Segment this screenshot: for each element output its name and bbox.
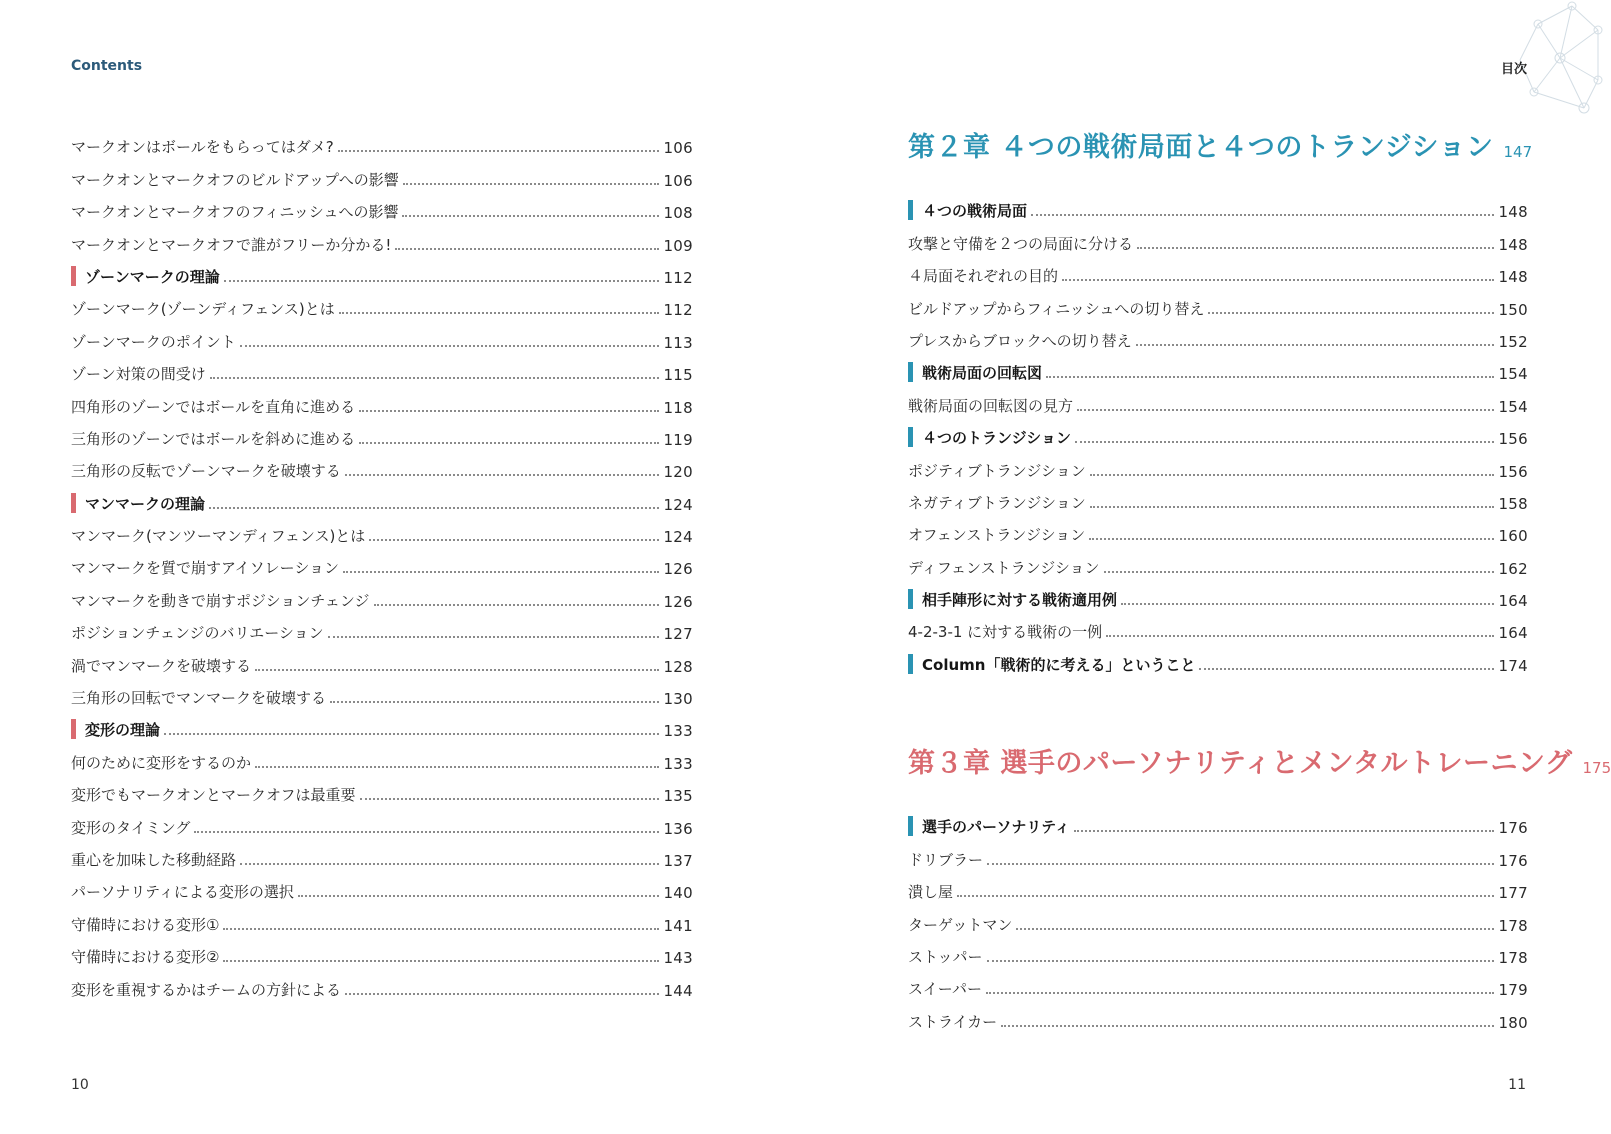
entry-title: ポジティブトランジション bbox=[908, 461, 1086, 480]
entry-title: 三角形のゾーンではボールを斜めに進める bbox=[71, 429, 356, 448]
dot-leader bbox=[987, 863, 1494, 865]
chapter-3-heading[interactable] bbox=[908, 741, 1611, 780]
entry-page: 126 bbox=[663, 592, 693, 611]
dot-leader bbox=[1090, 474, 1495, 476]
toc-section-heading[interactable] bbox=[908, 642, 1528, 674]
entry-title: マンマークを質で崩すアイソレーション bbox=[71, 559, 340, 578]
dot-leader bbox=[360, 798, 660, 800]
dot-leader bbox=[374, 604, 660, 606]
toc-entry[interactable] bbox=[71, 546, 693, 578]
dot-leader bbox=[1062, 279, 1494, 281]
entry-title: ネガティブトランジション bbox=[908, 493, 1086, 512]
entry-title: ドリブラー bbox=[908, 850, 984, 869]
section-title: Column「戦術的に考える」ということ bbox=[908, 654, 1195, 675]
entry-page: 133 bbox=[663, 754, 693, 773]
dot-leader bbox=[194, 831, 659, 833]
entry-title: オフェンストランジション bbox=[908, 526, 1086, 545]
dot-leader bbox=[1046, 376, 1494, 378]
dot-leader bbox=[255, 766, 659, 768]
section-title: 変形の理論 bbox=[71, 719, 160, 740]
toc-section-heading[interactable] bbox=[908, 189, 1528, 221]
toc-entry[interactable] bbox=[908, 254, 1528, 286]
toc-entry[interactable] bbox=[908, 513, 1528, 545]
section-title: ４つの戦術局面 bbox=[908, 200, 1027, 221]
entry-title: マークオンとマークオフのビルドアップへの影響 bbox=[71, 170, 399, 189]
entry-page: 127 bbox=[663, 625, 693, 644]
page-number-right: 11 bbox=[1508, 1077, 1526, 1093]
entry-page: 118 bbox=[663, 398, 693, 417]
toc-entry[interactable] bbox=[908, 221, 1528, 253]
dot-leader bbox=[1199, 668, 1494, 670]
dot-leader bbox=[1077, 409, 1494, 411]
running-head-contents: Contents bbox=[71, 58, 143, 74]
toc-entry[interactable] bbox=[908, 286, 1528, 318]
section-title: 選手のパーソナリティ bbox=[908, 816, 1070, 837]
toc-entry[interactable] bbox=[908, 383, 1528, 415]
entry-page: 148 bbox=[1498, 203, 1528, 222]
entry-title: 三角形の回転でマンマークを破壊する bbox=[71, 689, 327, 708]
dot-leader bbox=[1121, 603, 1494, 605]
entry-title: 重心を加味した移動経路 bbox=[71, 850, 237, 869]
toc-entry[interactable] bbox=[908, 610, 1528, 642]
running-head-mokuji: 目次 bbox=[1500, 62, 1527, 77]
toc-entry[interactable] bbox=[71, 578, 693, 610]
entry-page: 156 bbox=[1498, 430, 1528, 449]
left-page bbox=[0, 0, 800, 1134]
toc-entry[interactable] bbox=[71, 740, 693, 772]
entry-page: 124 bbox=[663, 528, 693, 547]
toc-entry[interactable] bbox=[71, 384, 693, 416]
entry-title: 変形でもマークオンとマークオフは最重要 bbox=[71, 786, 356, 805]
dot-leader bbox=[330, 701, 659, 703]
dot-leader bbox=[402, 215, 659, 217]
entry-title: ゾーン対策の間受け bbox=[71, 365, 206, 384]
toc-entry[interactable] bbox=[908, 319, 1528, 351]
dot-leader bbox=[298, 895, 660, 897]
entry-page: 133 bbox=[663, 722, 693, 741]
entry-page: 108 bbox=[663, 204, 693, 223]
entry-title: 4-2-3-1 に対する戦術の一例 bbox=[908, 623, 1103, 642]
entry-page: 156 bbox=[1498, 462, 1528, 481]
toc-entry[interactable] bbox=[71, 611, 693, 643]
entry-title: 変形を重視するかはチームの方針による bbox=[71, 980, 342, 999]
toc-entry[interactable] bbox=[71, 190, 693, 222]
dot-leader bbox=[223, 960, 659, 962]
entry-title: マークオンとマークオフで誰がフリーか分かる! bbox=[71, 235, 392, 254]
entry-title: 守備時における変形① bbox=[71, 915, 220, 934]
toc-list-left bbox=[71, 125, 693, 1000]
toc-entry[interactable] bbox=[908, 870, 1528, 902]
section-title: ４つのトランジション bbox=[908, 427, 1071, 448]
entry-page: 178 bbox=[1498, 916, 1528, 935]
entry-title: マークオンはボールをもらってはダメ? bbox=[71, 138, 334, 157]
entry-page: 143 bbox=[663, 949, 693, 968]
entry-page: 137 bbox=[663, 851, 693, 870]
entry-page: 154 bbox=[1498, 365, 1528, 384]
toc-entry[interactable] bbox=[908, 545, 1528, 577]
dot-leader bbox=[1137, 247, 1494, 249]
dot-leader bbox=[224, 280, 660, 282]
entry-page: 178 bbox=[1498, 948, 1528, 967]
toc-entry[interactable] bbox=[71, 352, 693, 384]
entry-page: 174 bbox=[1498, 656, 1528, 675]
section-title: 相手陣形に対する戦術適用例 bbox=[908, 589, 1117, 610]
entry-page: 162 bbox=[1498, 559, 1528, 578]
dot-leader bbox=[1104, 571, 1495, 573]
entry-title: 攻撃と守備を２つの局面に分ける bbox=[908, 234, 1134, 253]
toc-entry[interactable] bbox=[71, 870, 693, 902]
entry-page: 150 bbox=[1498, 300, 1528, 319]
entry-page: 158 bbox=[1498, 494, 1528, 513]
entry-page: 148 bbox=[1498, 268, 1528, 287]
entry-page: 120 bbox=[663, 463, 693, 482]
entry-title: 四角形のゾーンではボールを直角に進める bbox=[71, 397, 356, 416]
entry-page: 130 bbox=[663, 690, 693, 709]
section-title: 戦術局面の回転図 bbox=[908, 362, 1042, 383]
entry-title: 守備時における変形② bbox=[71, 948, 220, 967]
entry-title: ゾーンマークのポイント bbox=[71, 332, 236, 351]
entry-page: 106 bbox=[663, 171, 693, 190]
entry-page: 136 bbox=[663, 819, 693, 838]
entry-title: ４局面それぞれの目的 bbox=[908, 267, 1059, 286]
dot-leader bbox=[240, 863, 659, 865]
entry-page: 109 bbox=[663, 236, 693, 255]
toc-entry[interactable] bbox=[71, 967, 693, 999]
entry-page: 160 bbox=[1498, 527, 1528, 546]
entry-title: ストライカー bbox=[908, 1012, 998, 1031]
chapter-page: 175 bbox=[1582, 759, 1611, 777]
toc-section-heading[interactable] bbox=[908, 416, 1528, 448]
dot-leader bbox=[338, 150, 660, 152]
dot-leader bbox=[987, 960, 1495, 962]
chapter-page: 147 bbox=[1503, 143, 1533, 161]
toc-entry[interactable] bbox=[71, 935, 693, 967]
entry-page: 119 bbox=[663, 430, 693, 449]
entry-title: 変形のタイミング bbox=[71, 818, 191, 837]
toc-entry[interactable] bbox=[71, 287, 693, 319]
entry-page: 126 bbox=[663, 560, 693, 579]
dot-leader bbox=[209, 507, 659, 509]
dot-leader bbox=[957, 895, 1494, 897]
network-graphic-icon bbox=[1520, 0, 1600, 122]
toc-entry[interactable] bbox=[71, 773, 693, 805]
dot-leader bbox=[1074, 830, 1495, 832]
toc-entry[interactable] bbox=[71, 417, 693, 449]
entry-title: 三角形の反転でゾーンマークを破壊する bbox=[71, 462, 341, 481]
toc-entry[interactable] bbox=[71, 222, 693, 254]
toc-entry[interactable] bbox=[71, 125, 693, 157]
entry-title: ゾーンマーク(ゾーンディフェンス)とは bbox=[71, 300, 335, 319]
entry-page: 152 bbox=[1498, 332, 1528, 351]
dot-leader bbox=[223, 928, 659, 930]
dot-leader bbox=[345, 474, 660, 476]
entry-title: マンマーク(マンツーマンディフェンス)とは bbox=[71, 527, 366, 546]
entry-page: 124 bbox=[663, 495, 693, 514]
dot-leader bbox=[1075, 441, 1495, 443]
entry-page: 177 bbox=[1498, 884, 1528, 903]
toc-entry[interactable] bbox=[71, 157, 693, 189]
entry-title: 潰し屋 bbox=[908, 883, 954, 902]
dot-leader bbox=[328, 636, 660, 638]
dot-leader bbox=[359, 410, 659, 412]
toc-entry[interactable] bbox=[71, 643, 693, 675]
toc-entry[interactable] bbox=[71, 805, 693, 837]
toc-list-chapter-3 bbox=[908, 805, 1528, 1032]
page-number-left: 10 bbox=[71, 1077, 89, 1093]
toc-entry[interactable] bbox=[71, 902, 693, 934]
toc-section-heading[interactable] bbox=[71, 481, 693, 513]
toc-entry[interactable] bbox=[71, 449, 693, 481]
entry-page: 115 bbox=[663, 366, 693, 385]
entry-title: マークオンとマークオフのフィニッシュへの影響 bbox=[71, 203, 399, 222]
toc-entry[interactable] bbox=[908, 481, 1528, 513]
dot-leader bbox=[403, 183, 660, 185]
dot-leader bbox=[343, 571, 659, 573]
entry-title: マンマークを動きで崩すポジションチェンジ bbox=[71, 591, 370, 610]
dot-leader bbox=[359, 442, 659, 444]
dot-leader bbox=[1001, 1025, 1494, 1027]
dot-leader bbox=[1106, 635, 1494, 637]
entry-page: 112 bbox=[663, 301, 693, 320]
dot-leader bbox=[164, 733, 659, 735]
toc-entry[interactable] bbox=[908, 935, 1528, 967]
dot-leader bbox=[1031, 214, 1494, 216]
entry-page: 164 bbox=[1498, 624, 1528, 643]
dot-leader bbox=[1208, 312, 1494, 314]
entry-page: 113 bbox=[663, 333, 693, 352]
entry-title: 戦術局面の回転図の見方 bbox=[908, 396, 1074, 415]
entry-title: ディフェンストランジション bbox=[908, 558, 1100, 577]
toc-entry[interactable] bbox=[908, 837, 1528, 869]
entry-page: 176 bbox=[1498, 851, 1528, 870]
entry-title: ターゲットマン bbox=[908, 915, 1013, 934]
right-page bbox=[800, 0, 1611, 1134]
dot-leader bbox=[986, 992, 1495, 994]
entry-page: 112 bbox=[663, 268, 693, 287]
dot-leader bbox=[369, 539, 659, 541]
chapter-title: 第３章 選手のパーソナリティとメンタルトレーニング bbox=[908, 748, 1573, 779]
section-title: マンマークの理論 bbox=[71, 493, 205, 514]
toc-section-heading[interactable] bbox=[908, 578, 1528, 610]
dot-leader bbox=[210, 377, 660, 379]
toc-section-heading[interactable] bbox=[908, 351, 1528, 383]
dot-leader bbox=[395, 248, 659, 250]
toc-entry[interactable] bbox=[71, 838, 693, 870]
entry-page: 140 bbox=[663, 884, 693, 903]
entry-title: パーソナリティによる変形の選択 bbox=[71, 883, 294, 902]
toc-entry[interactable] bbox=[908, 448, 1528, 480]
section-title: ゾーンマークの理論 bbox=[71, 266, 220, 287]
toc-entry[interactable] bbox=[71, 676, 693, 708]
entry-title: 何のために変形をするのか bbox=[71, 753, 252, 772]
chapter-title: 第２章 ４つの戦術局面と４つのトランジション bbox=[908, 132, 1494, 163]
entry-title: ポジションチェンジのバリエーション bbox=[71, 624, 324, 643]
entry-page: 180 bbox=[1498, 1013, 1528, 1032]
entry-page: 135 bbox=[663, 787, 693, 806]
entry-title: 渦でマンマークを破壊する bbox=[71, 656, 252, 675]
dot-leader bbox=[240, 345, 660, 347]
entry-title: ビルドアップからフィニッシュへの切り替え bbox=[908, 299, 1205, 318]
entry-page: 176 bbox=[1498, 819, 1528, 838]
dot-leader bbox=[1136, 344, 1495, 346]
entry-page: 144 bbox=[663, 981, 693, 1000]
toc-entry[interactable] bbox=[71, 514, 693, 546]
entry-page: 106 bbox=[663, 139, 693, 158]
entry-page: 128 bbox=[663, 657, 693, 676]
toc-entry[interactable] bbox=[908, 902, 1528, 934]
chapter-2-heading[interactable] bbox=[908, 125, 1533, 164]
toc-section-heading[interactable] bbox=[71, 708, 693, 740]
toc-entry[interactable] bbox=[71, 319, 693, 351]
toc-entry[interactable] bbox=[908, 967, 1528, 999]
entry-page: 164 bbox=[1498, 592, 1528, 611]
entry-page: 179 bbox=[1498, 981, 1528, 1000]
entry-page: 148 bbox=[1498, 235, 1528, 254]
dot-leader bbox=[345, 993, 659, 995]
dot-leader bbox=[1089, 538, 1494, 540]
entry-title: スイーパー bbox=[908, 980, 982, 999]
entry-title: プレスからブロックへの切り替え bbox=[908, 331, 1132, 350]
entry-page: 141 bbox=[663, 916, 693, 935]
dot-leader bbox=[255, 669, 659, 671]
toc-section-heading[interactable] bbox=[908, 805, 1528, 837]
toc-list-chapter-2 bbox=[908, 189, 1528, 675]
toc-section-heading[interactable] bbox=[71, 255, 693, 287]
dot-leader bbox=[339, 312, 660, 314]
entry-page: 154 bbox=[1498, 397, 1528, 416]
dot-leader bbox=[1090, 506, 1495, 508]
entry-title: ストッパー bbox=[908, 947, 983, 966]
dot-leader bbox=[1016, 928, 1494, 930]
toc-entry[interactable] bbox=[908, 999, 1528, 1031]
